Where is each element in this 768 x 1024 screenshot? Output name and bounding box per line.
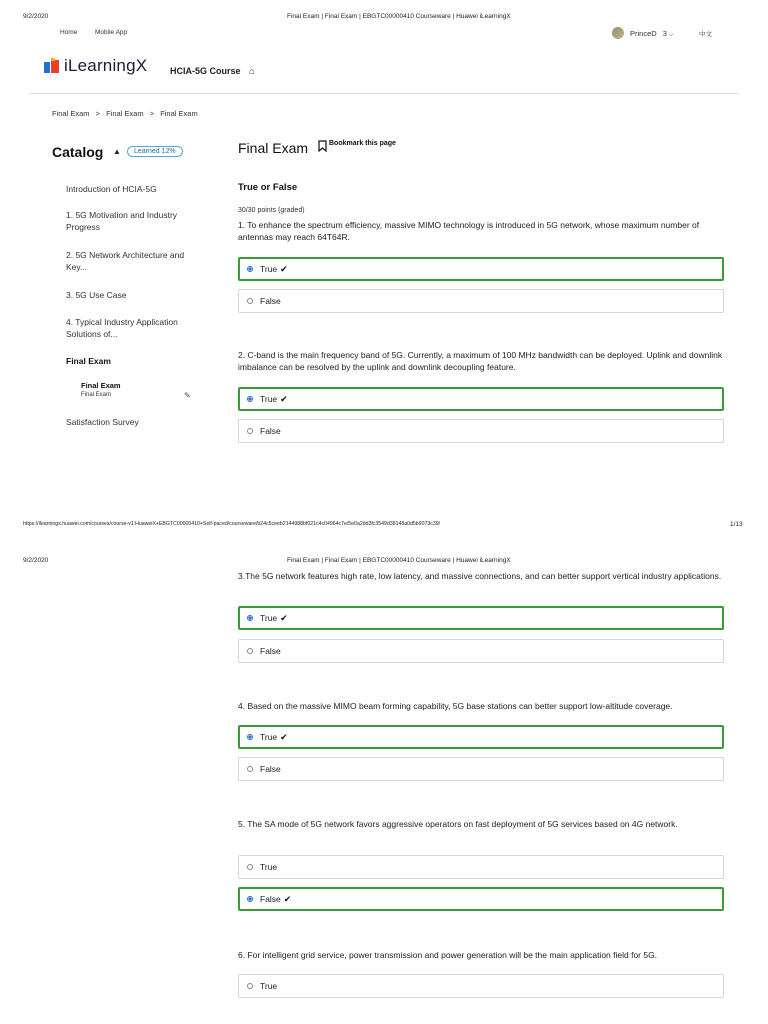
option-false[interactable] [238,289,724,313]
user-suffix: 3 [662,29,667,38]
page-title: Final Exam [238,140,309,156]
avatar[interactable] [612,27,624,39]
question-text: 5. The SA mode of 5G network favors aggressive operators on fast deployment of 5G services based on 4G network. [238,819,678,829]
radio-unselected [247,298,253,304]
breadcrumb-item: Final Exam [160,109,198,118]
home-icon: ⌂ [249,66,255,76]
progress-badge: Learned 12% [127,146,183,157]
radio-selected [247,615,253,621]
print-page: 1/13 [730,521,743,528]
option-false[interactable] [238,419,724,443]
question-text: 2. C-band is the main frequency band of 5G. Currently, a maximum of 100 MHz bandwidth can be deployed. Uplink and downlink imbalance can be resolved by the uplink and downlink decoupling feature. [238,350,723,372]
radio-unselected [247,648,253,654]
radio-selected [247,734,253,740]
points-text: 30/30 points (graded) [238,207,305,214]
language-switch[interactable]: 中文 [699,31,712,38]
breadcrumb-item[interactable]: Final Exam [106,109,144,118]
option-label: True [260,862,278,872]
radio-selected [247,896,253,902]
option-label: False [260,646,281,656]
question-text: 3.The 5G network features high rate, low latency, and massive connections, and can better support vertical industry applications. [238,571,722,581]
question-text: 6. For intelligent grid service, power transmission and power generation will be the main application field for 5G. [238,950,658,960]
check-icon: ✔ [280,612,288,623]
header-divider [30,93,738,94]
print-date: 9/2/2020 [23,557,49,564]
user-name: PrinceD [630,29,657,38]
breadcrumb-sep: > [149,109,155,118]
chevron-down-icon: ⌵ [669,32,674,38]
question-text: 1. To enhance the spectrum efficiency, massive MIMO technology is introduced in 5G network, whose maximum number of antennas may reach 64T64R. [238,220,700,242]
option-true[interactable] [238,257,724,281]
breadcrumb [52,109,198,118]
bookmark-icon [318,140,327,152]
option-true[interactable] [238,974,724,998]
option-true[interactable] [238,855,724,879]
option-label: False [260,296,281,306]
logo-text: iLearningX [64,56,148,75]
option-label: False [260,894,281,904]
sidebar-subitem-title[interactable]: Final Exam [81,381,121,390]
sidebar-item-ch1[interactable]: 1. 5G Motivation and Industry Progress [66,210,178,232]
print-url: https://ilearningx.huawei.com/courses/course-v1:HuaweiX+EBGTC00000410+Self-paced/courseware/b24c5ceeb2144988bf021c4c04964c7e/5e0a2dd3fc3549d38148a0d5b9073c39/ [23,521,441,527]
option-true[interactable] [238,387,724,411]
sidebar-item-ch4[interactable]: 4. Typical Industry Application Solutions of... [66,317,178,339]
radio-selected [247,266,253,272]
radio-unselected [247,864,253,870]
option-label: False [260,764,281,774]
sidebar-item-survey[interactable]: Satisfaction Survey [66,417,139,427]
print-date: 9/2/2020 [23,13,49,20]
sidebar-item-ch3[interactable]: 3. 5G Use Case [66,290,127,300]
option-false[interactable] [238,639,724,663]
radio-unselected [247,983,253,989]
bookmark-label: Bookmark this page [329,140,396,147]
option-label: True [260,981,278,991]
check-icon: ✔ [283,893,292,904]
sidebar-subitem-label: Final Exam [81,392,112,398]
sidebar-item-ch2[interactable]: 2. 5G Network Architecture and Key... [66,250,185,272]
section-title: True or False [238,182,298,193]
edit-icon: ✎ [184,391,191,400]
option-label: True [260,732,278,742]
option-true[interactable] [238,606,724,630]
catalog-title: Catalog [52,144,104,160]
radio-unselected [247,766,253,772]
radio-unselected [247,428,253,434]
radio-selected [247,396,253,402]
option-label: False [260,426,281,436]
question-text: 4. Based on the massive MIMO beam forming capability, 5G base stations can better support low-altitude coverage. [238,701,673,711]
option-false[interactable] [238,887,724,911]
logo-icon [44,58,60,74]
course-title[interactable] [170,66,254,76]
print-title: Final Exam | Final Exam | EBGTC00000410 Courseware | Huawei iLearningX [287,557,511,564]
user-menu[interactable] [630,29,674,39]
option-label: True [260,613,278,623]
check-icon: ✔ [280,731,288,742]
check-icon: ✔ [280,393,288,404]
nav-home[interactable]: Home [60,29,78,36]
breadcrumb-item[interactable]: Final Exam [52,109,90,118]
breadcrumb-sep: > [95,109,100,118]
nav-mobile-app[interactable]: Mobile App [95,29,128,36]
option-false[interactable] [238,757,724,781]
option-label: True [260,264,278,274]
option-true[interactable] [238,725,724,749]
sidebar-item-intro[interactable]: Introduction of HCIA-5G [66,184,157,194]
option-label: True [260,394,278,404]
course-title-text: HCIA-5G Course [170,66,241,76]
print-title: Final Exam | Final Exam | EBGTC00000410 Courseware | Huawei iLearningX [287,13,511,20]
check-icon: ✔ [280,263,288,274]
collapse-icon[interactable]: ▲ [113,147,121,156]
sidebar-item-final-exam[interactable]: Final Exam [66,356,111,366]
